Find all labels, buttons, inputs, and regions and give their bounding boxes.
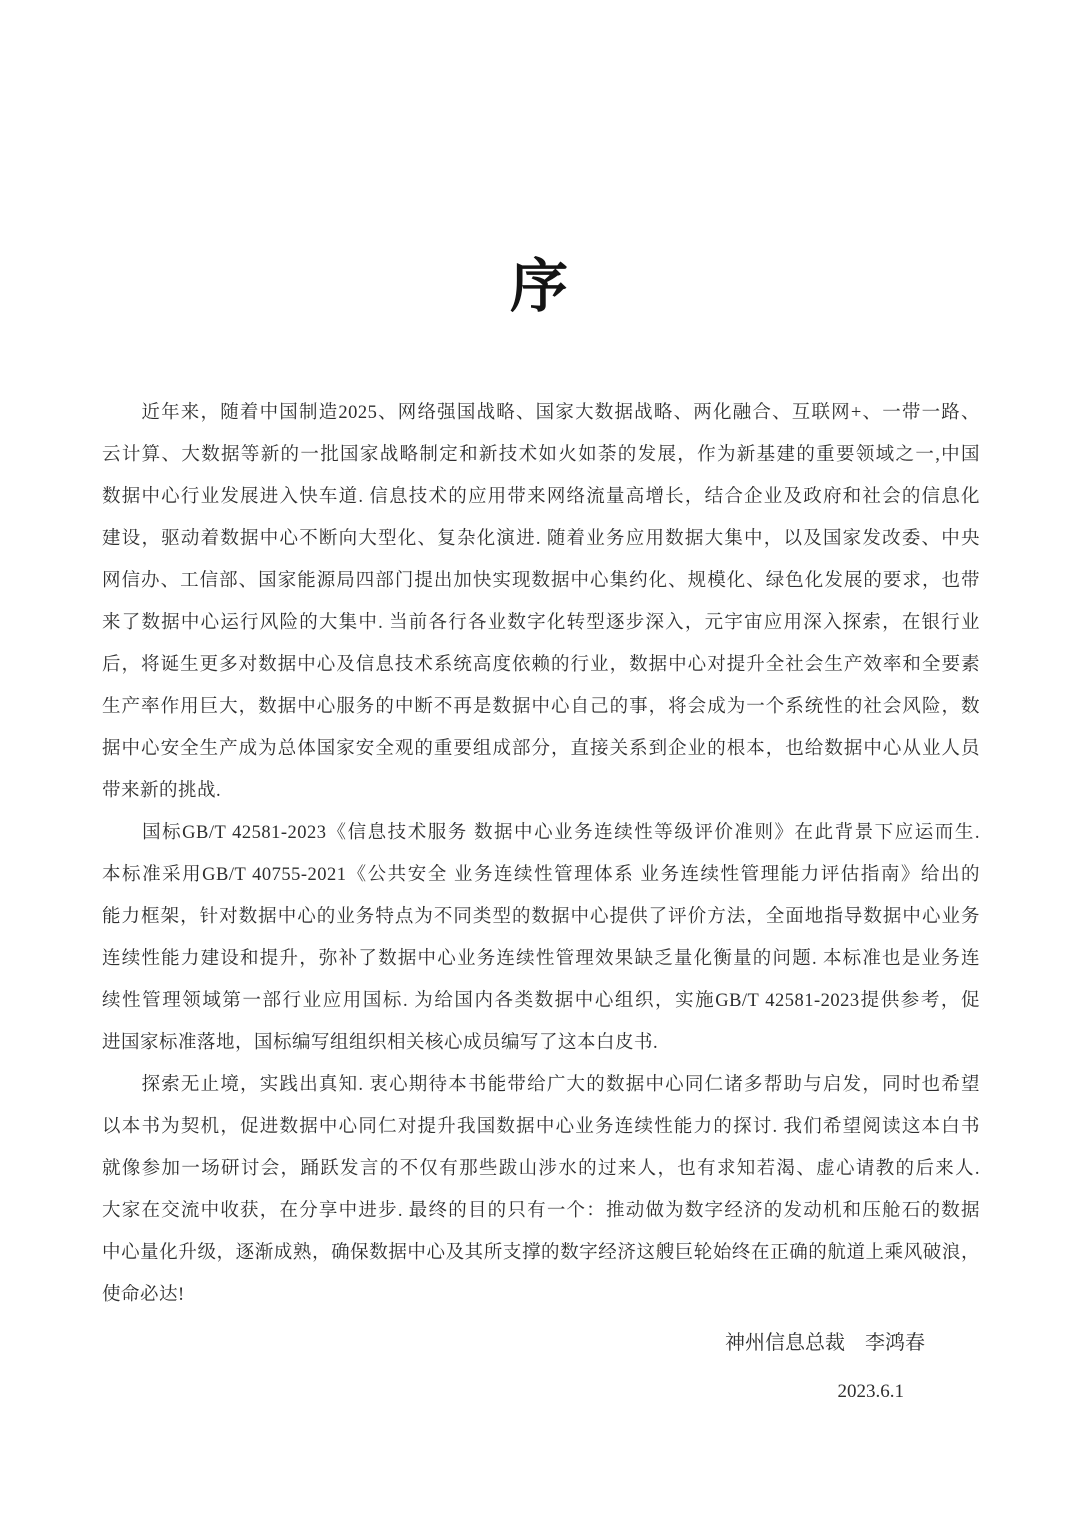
text-line: 国标GB/T 42581-2023《信息技术服务 数据中心业务连续性等级评价准则》在此背景下应运而生. bbox=[102, 823, 980, 843]
text-line: 续性管理领域第一部行业应用国标. 为给国内各类数据中心组织，实施GB/T 42581-2023提供参考，促 bbox=[102, 991, 980, 1011]
text-line: 就像参加一场研讨会，踊跃发言的不仅有那些跋山涉水的过来人，也有求知若渴、虚心请教的后来人. bbox=[102, 1159, 980, 1179]
text-line: 网信办、工信部、国家能源局四部门提出加快实现数据中心集约化、规模化、绿色化发展的要求，也带 bbox=[102, 571, 980, 591]
text-line: 数据中心行业发展进入快车道. 信息技术的应用带来网络流量高增长，结合企业及政府和社会的信息化 bbox=[102, 487, 980, 507]
text-line: 生产率作用巨大，数据中心服务的中断不再是数据中心自己的事，将会成为一个系统性的社会风险，数 bbox=[102, 697, 980, 717]
text-line: 进国家标准落地，国标编写组组织相关核心成员编写了这本白皮书. bbox=[102, 1033, 659, 1053]
text-line: 连续性能力建设和提升，弥补了数据中心业务连续性管理效果缺乏量化衡量的问题. 本标准也是业务连 bbox=[102, 949, 980, 969]
text-line: 带来新的挑战. bbox=[102, 781, 222, 801]
text-line: 使命必达! bbox=[102, 1285, 185, 1305]
text-line: 大家在交流中收获，在分享中进步. 最终的目的只有一个：推动做为数字经济的发动机和压舱石的数据 bbox=[102, 1201, 980, 1221]
text-line: 中心量化升级，逐渐成熟，确保数据中心及其所支撑的数字经济这艘巨轮始终在正确的航道上乘风破浪， bbox=[102, 1243, 980, 1263]
text-line: 能力框架，针对数据中心的业务特点为不同类型的数据中心提供了评价方法，全面地指导数据中心业务 bbox=[102, 907, 980, 927]
text-line: 以本书为契机，促进数据中心同仁对提升我国数据中心业务连续性能力的探讨. 我们希望阅读这本白书 bbox=[102, 1117, 980, 1137]
page-title: 序 bbox=[509, 254, 570, 319]
date-line bbox=[102, 1371, 980, 1413]
text-line: 来了数据中心运行风险的大集中. 当前各行各业数字化转型逐步深入，元宇宙应用深入探索，在银行业 bbox=[102, 613, 980, 633]
text-line: 近年来，随着中国制造2025、网络强国战略、国家大数据战略、两化融合、互联网+、一带一路、 bbox=[102, 403, 980, 423]
signature-text: 神州信息总裁 李鸿春 bbox=[725, 1332, 925, 1354]
text-line: 本标准采用GB/T 40755-2021《公共安全 业务连续性管理体系 业务连续性管理能力评估指南》给出的 bbox=[102, 865, 980, 885]
signature-line bbox=[102, 1322, 980, 1364]
text-line: 云计算、大数据等新的一批国家战略制定和新技术如火如荼的发展，作为新基建的重要领域之一,中国 bbox=[102, 445, 980, 465]
text-line: 探索无止境，实践出真知. 衷心期待本书能带给广大的数据中心同仁诸多帮助与启发，同时也希望 bbox=[102, 1075, 980, 1095]
text-line: 据中心安全生产成为总体国家安全观的重要组成部分，直接关系到企业的根本，也给数据中心从业人员 bbox=[102, 739, 980, 759]
document-body bbox=[102, 392, 980, 1316]
text-line: 建设，驱动着数据中心不断向大型化、复杂化演进. 随着业务应用数据大集中，以及国家发改委、中央 bbox=[102, 529, 980, 549]
date-text: 2023.6.1 bbox=[837, 1381, 904, 1402]
text-line: 后，将诞生更多对数据中心及信息技术系统高度依赖的行业，数据中心对提升全社会生产效率和全要素 bbox=[102, 655, 980, 675]
